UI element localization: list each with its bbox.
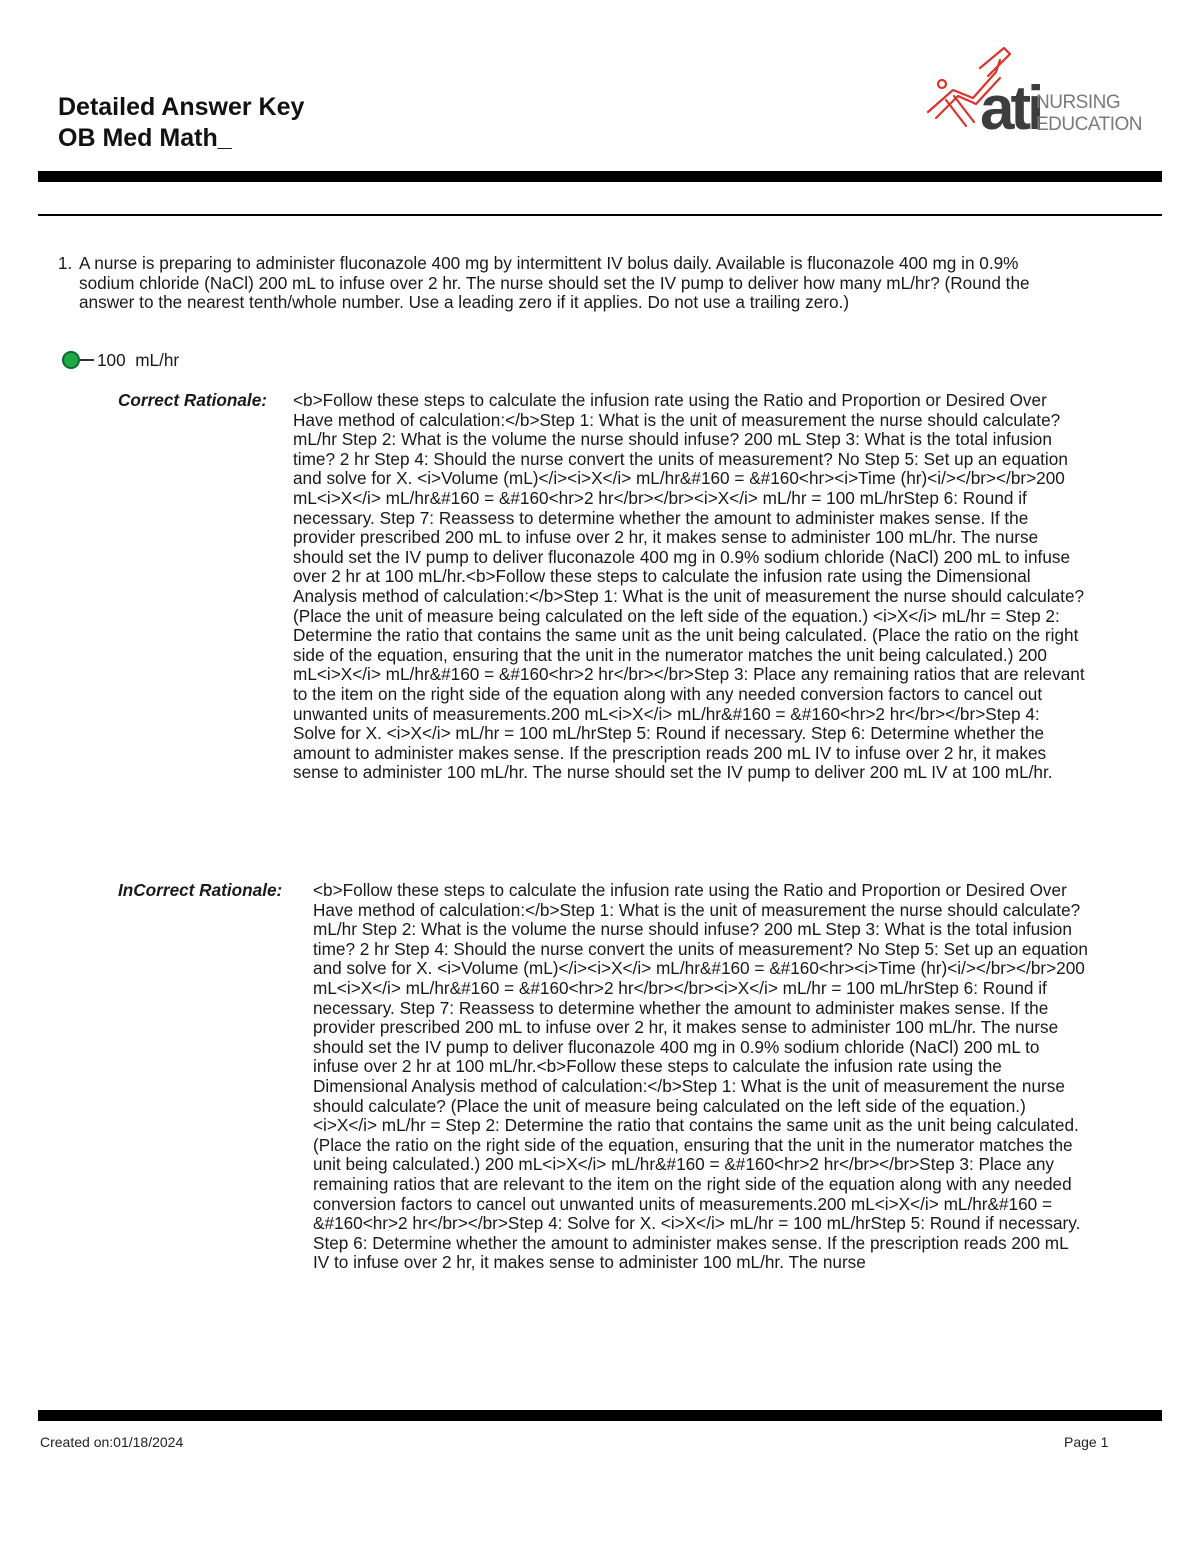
incorrect-rationale-text: <b>Follow these steps to calculate the infusion rate using the Ratio and Proportion or Desired Over Have method of calculation:</b>Step 1: What is the unit of measurement the nurse should calculate? mL/hr Step 2: What is the volume the nurse should infuse? 200 mL Step 3: What is the total infusion time? 2 hr Step 4: Should the nurse convert the units of measurement? No Step 5: Set up an equation and solve for X. <i>Volume (mL)</i><i>X</i> mL/hr&#160 = &#160<hr><i>Time (hr)<i/></br></br>200 mL<i>X</i> mL/hr&#160 = &#160<hr>2 hr</br></br><i>X</i> mL/hr = 100 mL/hrStep 6: Round if necessary. Step 7: Reassess to determine whether the amount to administer makes sense. If the provider prescribed 200 mL to infuse over 2 hr, it makes sense to administer 100 mL/hr. The nurse should set the IV pump to deliver fluconazole 400 mg in 0.9% sodium chloride (NaCl) 200 mL to infuse over 2 hr at 100 mL/hr.<b>Follow these steps to calculate the infusion rate using the Dimensional Analysis method of calculation:</b>Step 1: What is the unit of measurement the nurse should calculate? (Place the unit of measure being calculated on the left side of the equation.) <i>X</i> mL/hr = Step 2: Determine the ratio that contains the same unit as the unit being calculated. (Place the ratio on the right side of the equation, ensuring that the unit in the numerator matches the unit being calculated.) 200 mL<i>X</i> mL/hr&#160 = &#160<hr>2 hr</br></br>Step 3: Place any remaining ratios that are relevant to the item on the right side of the equation along with any needed conversion factors to cancel out unwanted units of measurements.200 mL<i>X</i> mL/hr&#160 = &#160<hr>2 hr</br></br>Step 4: Solve for X. <i>X</i> mL/hr = 100 mL/hrStep 5: Round if necessary. Step 6: Determine whether the amount to administer makes sense. If the prescription reads 200 mL IV to infuse over 2 hr, it makes sense to administer 100 mL/hr. The nurse bbox=[313, 880, 1088, 1273]
arrow-icon bbox=[80, 359, 94, 361]
logo-subtitle bbox=[1036, 92, 1142, 136]
header-divider-thin bbox=[38, 214, 1162, 216]
question-block bbox=[58, 254, 1068, 313]
document-title bbox=[58, 92, 304, 154]
answer-row bbox=[62, 348, 179, 372]
logo-line-nursing: NURSING bbox=[1036, 92, 1121, 113]
page-number: Page 1 bbox=[1064, 1434, 1109, 1450]
question-number: 1. bbox=[58, 253, 73, 273]
correct-rationale-text: <b>Follow these steps to calculate the infusion rate using the Ratio and Proportion or Desired Over Have method of calculation:</b>Step 1: What is the unit of measurement the nurse should calculate? mL/hr Step 2: What is the volume the nurse should infuse? 200 mL Step 3: What is the total infusion time? 2 hr Step 4: Should the nurse convert the units of measurement? No Step 5: Set up an equation and solve for X. <i>Volume (mL)</i><i>X</i> mL/hr&#160 = &#160<hr><i>Time (hr)<i/></br></br>200 mL<i>X</i> mL/hr&#160 = &#160<hr>2 hr</br></br><i>X</i> mL/hr = 100 mL/hrStep 6: Round if necessary. Step 7: Reassess to determine whether the amount to administer makes sense. If the provider prescribed 200 mL to infuse over 2 hr, it makes sense to administer 100 mL/hr. The nurse should set the IV pump to deliver fluconazole 400 mg in 0.9% sodium chloride (NaCl) 200 mL to infuse over 2 hr at 100 mL/hr.<b>Follow these steps to calculate the infusion rate using the Dimensional Analysis method of calculation:</b>Step 1: What is the unit of measurement the nurse should calculate? (Place the unit of measure being calculated on the left side of the equation.) <i>X</i> mL/hr = Step 2: Determine the ratio that contains the same unit as the unit being calculated. (Place the ratio on the right side of the equation, ensuring that the unit in the numerator matches the unit being calculated.) 200 mL<i>X</i> mL/hr&#160 = &#160<hr>2 hr</br></br>Step 3: Place any remaining ratios that are relevant to the item on the right side of the equation along with any needed conversion factors to cancel out unwanted units of measurements.200 mL<i>X</i> mL/hr&#160 = &#160<hr>2 hr</br></br>Step 4: Solve for X. <i>X</i> mL/hr = 100 mL/hrStep 5: Round if necessary. Step 6: Determine whether the amount to administer makes sense. If the prescription reads 200 mL IV to infuse over 2 hr, it makes sense to administer 100 mL/hr. The nurse should set the IV pump to deliver 200 mL IV at 100 mL/hr. bbox=[293, 390, 1085, 783]
incorrect-rationale-label: InCorrect Rationale: bbox=[118, 880, 283, 900]
ati-logo bbox=[918, 40, 1142, 143]
created-date: Created on:01/18/2024 bbox=[40, 1434, 184, 1450]
correct-rationale-label: Correct Rationale: bbox=[118, 390, 267, 410]
title-line-2: OB Med Math_ bbox=[58, 124, 232, 152]
footer-divider bbox=[38, 1410, 1162, 1421]
header-divider-thick bbox=[38, 171, 1162, 182]
answer-value: 100 mL/hr bbox=[97, 349, 180, 370]
logo-line-education: EDUCATION bbox=[1036, 114, 1142, 135]
title-line-1: Detailed Answer Key bbox=[58, 93, 305, 121]
question-text: A nurse is preparing to administer fluconazole 400 mg by intermittent IV bolus daily. Available is fluconazole 400 mg in 0.9% sodium chloride (NaCl) 200 mL to infuse over 2 hr. The nurse should set the IV pump to deliver how many mL/hr? (Round the answer to the nearest tenth/whole number. Use a leading zero if it applies. Do not use a trailing zero.) bbox=[79, 253, 1030, 313]
selected-answer-radio-icon bbox=[62, 351, 80, 369]
logo-brand-text: ati bbox=[980, 74, 1041, 143]
